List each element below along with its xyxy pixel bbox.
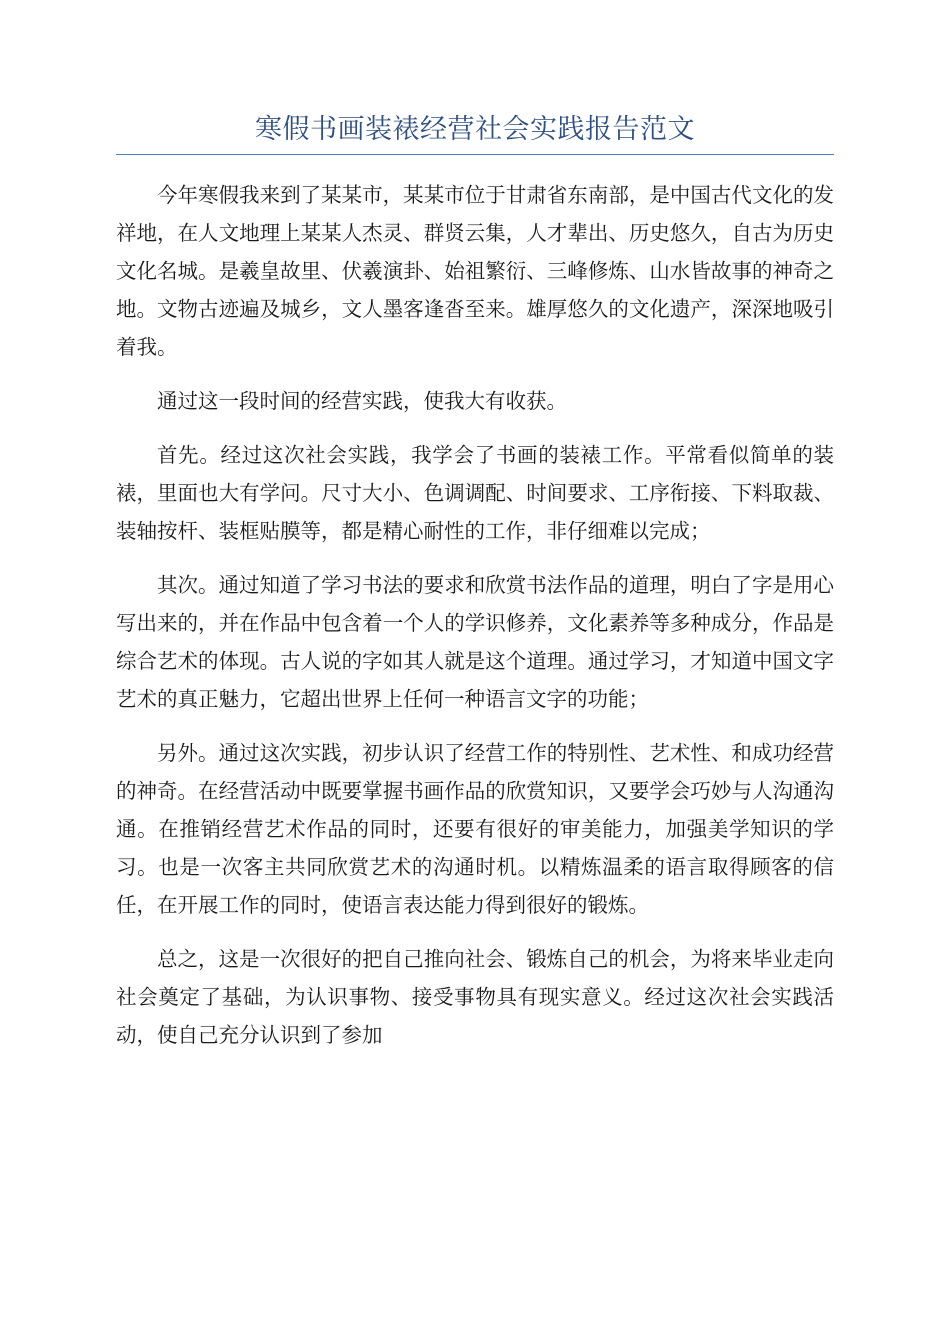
paragraph-gains: 通过这一段时间的经营实践，使我大有收获。 [157, 389, 567, 413]
paragraph-conclusion: 总之，这是一次很好的把自己推向社会、锻炼自己的机会，为将来毕业走向社会奠定了基础，为认识事物、接受事物具有现实意义。经过这次社会实践活动，使自己充分认识到了参加 [116, 947, 834, 1047]
paragraph-additionally: 另外。通过这次实践，初步认识了经营工作的特别性、艺术性、和成功经营的神奇。在经营活动中既要掌握书画作品的欣赏知识，又要学会巧妙与人沟通沟通。在推销经营艺术作品的同时，还要有很好的审美能力，加强美学知识的学习。也是一次客主共同欣赏艺术的沟通时机。以精炼温柔的语言取得顾客的信任，在开展工作的同时，使语言表达能力得到很好的锻炼。 [116, 741, 834, 917]
document-body [116, 176, 834, 1070]
paragraph-intro: 今年寒假我来到了某某市，某某市位于甘肃省东南部，是中国古代文化的发祥地，在人文地理上某某人杰灵、群贤云集，人才辈出、历史悠久，自古为历史文化名城。是羲皇故里、伏羲演卦、始祖繁衍、三峰修炼、山水皆故事的神奇之地。文物古迹遍及城乡，文人墨客逢沓至来。雄厚悠久的文化遗产，深深地吸引着我。 [116, 183, 834, 359]
paragraph-first: 首先。经过这次社会实践，我学会了书画的装裱工作。平常看似简单的装裱，里面也大有学问。尺寸大小、色调调配、时间要求、工序衔接、下料取裁、装轴按杆、装框贴膜等，都是精心耐性的工作，非仔细难以完成； [116, 443, 834, 543]
paragraph-second: 其次。通过知道了学习书法的要求和欣赏书法作品的道理，明白了字是用心写出来的，并在作品中包含着一个人的学识修养，文化素养等多种成分，作品是综合艺术的体现。古人说的字如其人就是这个道理。通过学习，才知道中国文字艺术的真正魅力，它超出世界上任何一种语言文字的功能； [116, 573, 834, 711]
document-title: 寒假书画装裱经营社会实践报告范文 [255, 114, 695, 145]
title-underline [116, 154, 834, 155]
